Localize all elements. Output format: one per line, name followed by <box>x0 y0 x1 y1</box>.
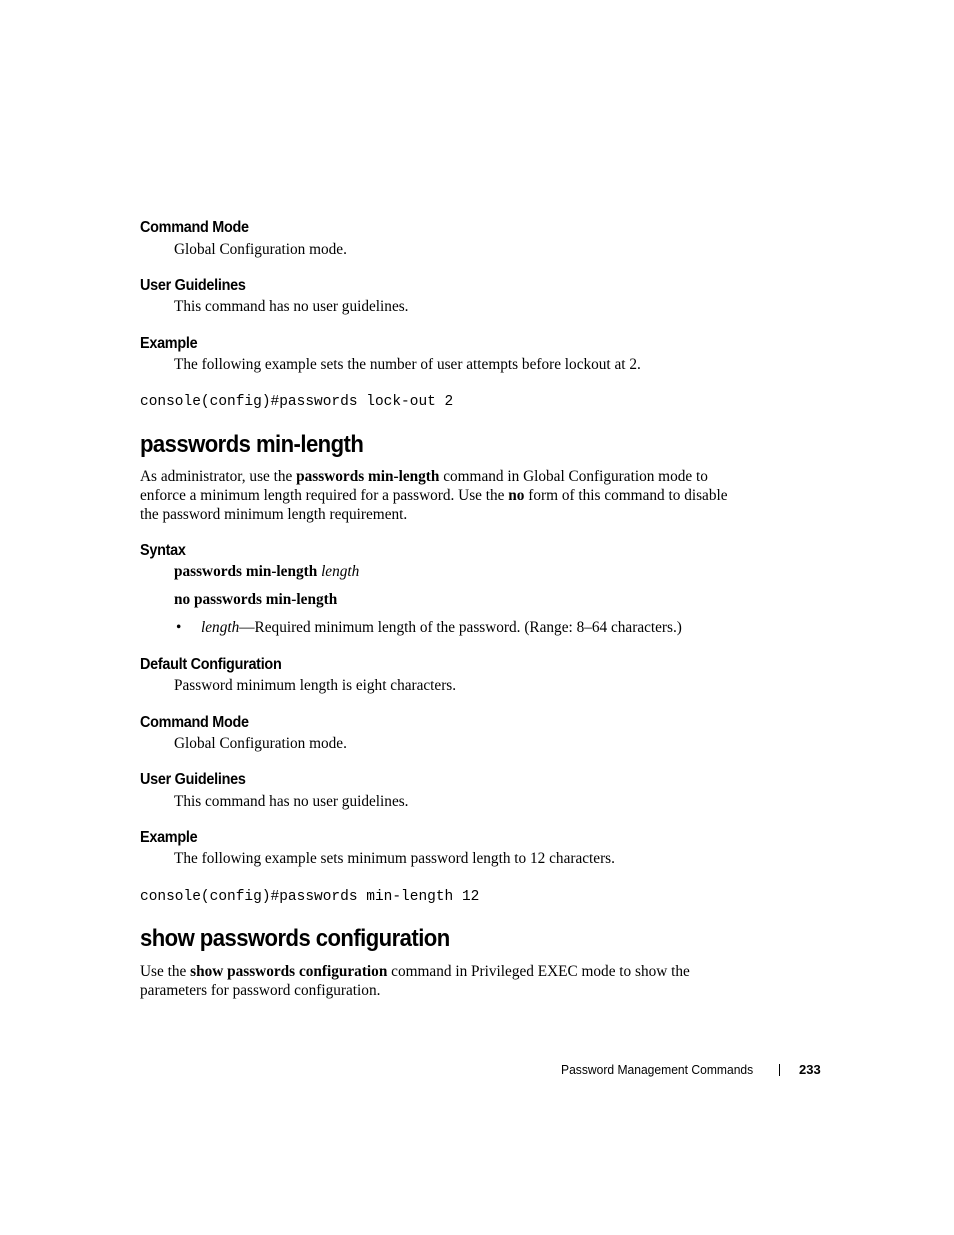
show-intro-line-2: parameters for password configuration. <box>140 982 381 999</box>
example-text: The following example sets the number of user attempts before lockout at 2. <box>174 356 641 373</box>
bullet-marker: • <box>176 619 182 636</box>
user-guidelines-heading: User Guidelines <box>140 277 246 294</box>
default-configuration-heading: Default Configuration <box>140 656 282 673</box>
command-mode-heading-2: Command Mode <box>140 714 249 731</box>
command-mode-text-2: Global Configuration mode. <box>174 735 347 752</box>
intro-line-1: As administrator, use the passwords min-length command in Global Configuration mode to <box>140 468 708 485</box>
section-title-passwords-min-length: passwords min-length <box>140 431 364 458</box>
command-name-bold: passwords min-length <box>296 468 440 485</box>
intro-line-2: enforce a minimum length required for a password. Use the no form of this command to disable <box>140 487 728 504</box>
syntax-line-1: passwords min-length length <box>174 563 360 580</box>
bullet-item: length—Required minimum length of the password. (Range: 8–64 characters.) <box>201 619 682 636</box>
show-intro-line-1: Use the show passwords configuration command in Privileged EXEC mode to show the <box>140 963 690 980</box>
no-keyword-bold: no <box>508 487 525 504</box>
command-mode-text: Global Configuration mode. <box>174 241 347 258</box>
intro-line-3: the password minimum length requirement. <box>140 506 408 523</box>
show-command-bold: show passwords configuration <box>190 963 388 980</box>
section-title-show-passwords-configuration: show passwords configuration <box>140 925 450 952</box>
default-configuration-text: Password minimum length is eight characters. <box>174 677 457 694</box>
user-guidelines-text: This command has no user guidelines. <box>174 298 409 315</box>
example-heading: Example <box>140 335 198 352</box>
example-code: console(config)#passwords lock-out 2 <box>140 394 454 410</box>
example-code-2: console(config)#passwords min-length 12 <box>140 889 480 905</box>
footer-separator <box>779 1064 780 1076</box>
command-mode-heading: Command Mode <box>140 219 249 236</box>
example-heading-2: Example <box>140 829 198 846</box>
footer-chapter-title: Password Management Commands <box>561 1062 754 1077</box>
user-guidelines-heading-2: User Guidelines <box>140 771 246 788</box>
footer-page-number: 233 <box>799 1062 821 1077</box>
user-guidelines-text-2: This command has no user guidelines. <box>174 793 409 810</box>
syntax-heading: Syntax <box>140 542 186 559</box>
syntax-param-italic: length <box>321 563 360 580</box>
example-text-2: The following example sets minimum password length to 12 characters. <box>174 850 615 867</box>
syntax-line-2: no passwords min-length <box>174 591 338 608</box>
